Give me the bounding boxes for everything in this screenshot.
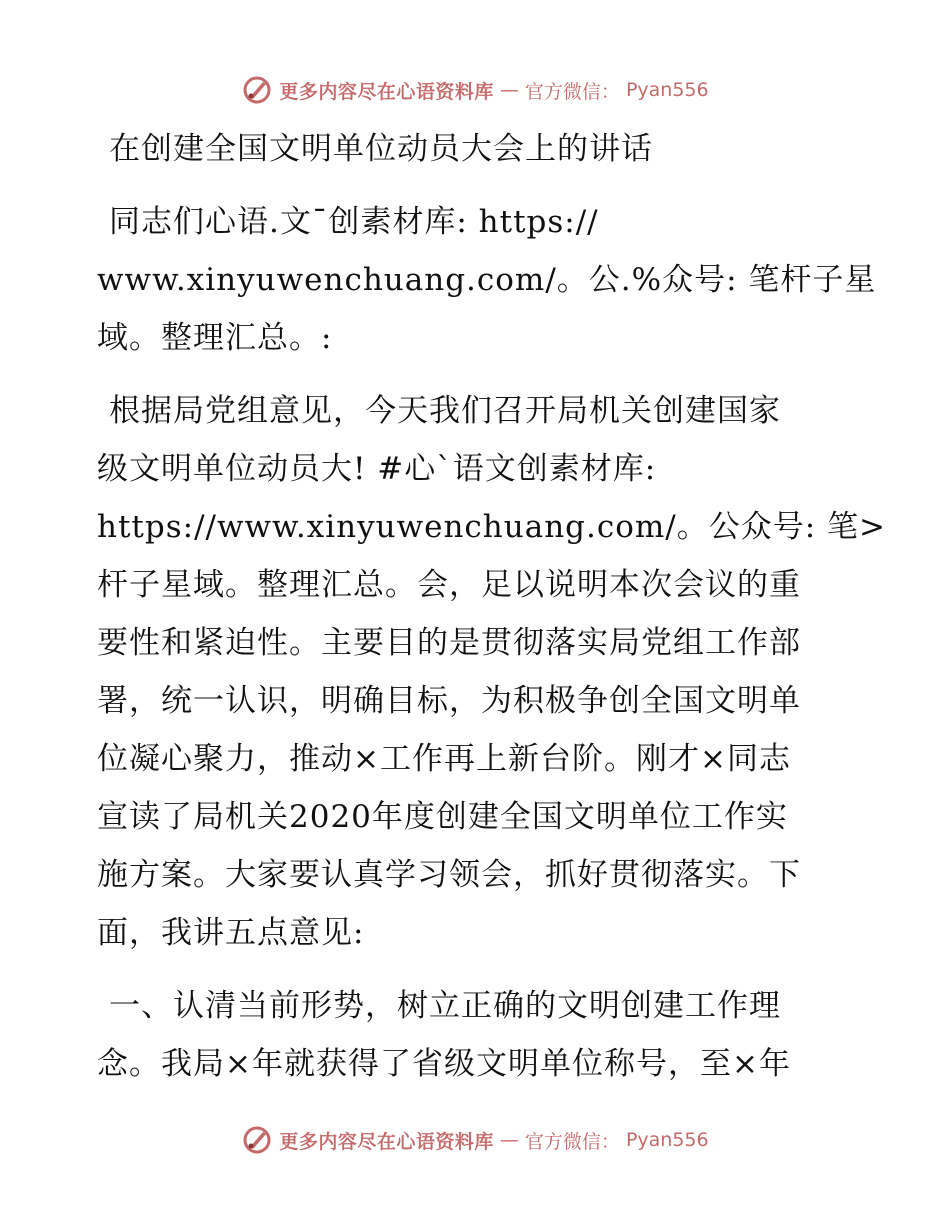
paragraph-line: 同志们心语.文¯创素材库: https:// <box>109 204 599 240</box>
paragraph-line: 级文明单位动员大! #心`语文创素材库: <box>97 451 657 487</box>
paragraph-line: 施方案。大家要认真学习领会，抓好贯彻落实。下 <box>97 857 801 893</box>
paragraph-line: 面，我讲五点意见: <box>97 915 365 951</box>
paragraph-line: 要性和紧迫性。主要目的是贯彻落实局党组工作部 <box>97 625 801 661</box>
footer-watermark <box>0 1120 950 1160</box>
watermark-text: 更多内容尽在心语资料库 <box>279 80 494 103</box>
paragraph-line: 杆子星域。整理汇总。会，足以说明本次会议的重 <box>97 567 801 603</box>
watermark-contact-label: 官方微信： <box>524 1130 620 1153</box>
paragraph-line: 位凝心聚力，推动×工作再上新台阶。刚才×同志 <box>97 741 791 777</box>
paragraph-section-one <box>97 977 857 1093</box>
watermark-text: 更多内容尽在心语资料库 <box>279 1130 494 1153</box>
document-body <box>97 120 887 1093</box>
paragraph-intro <box>97 382 887 962</box>
document-title: 在创建全国文明单位动员大会上的讲话 <box>109 131 653 167</box>
paragraph-line: 一、认清当前形势，树立正确的文明创建工作理 <box>109 988 781 1024</box>
brush-circle-icon <box>241 74 273 106</box>
paragraph-line: 根据局党组意见，今天我们召开局机关创建国家 <box>109 393 781 429</box>
paragraph-line: www.xinyuwenchuang.com/。公.%众号: 笔杆子星 <box>97 262 877 298</box>
paragraph-line: 念。我局×年就获得了省级文明单位称号，至×年 <box>97 1046 791 1082</box>
brush-circle-icon <box>241 1124 273 1156</box>
paragraph-line: 宣读了局机关2020年度创建全国文明单位工作实 <box>97 799 788 835</box>
watermark-separator: — <box>499 1129 519 1151</box>
paragraph-greeting <box>97 193 877 367</box>
paragraph-line: 署，统一认识，明确目标，为积极争创全国文明单 <box>97 683 801 719</box>
watermark-separator: — <box>499 79 519 101</box>
watermark-contact-id: Pyan556 <box>625 1129 709 1151</box>
paragraph-line: https://www.xinyuwenchuang.com/。公众号: 笔> <box>97 509 887 545</box>
header-watermark <box>0 70 950 110</box>
watermark-contact-label: 官方微信： <box>524 80 620 103</box>
watermark-contact-id: Pyan556 <box>625 79 709 101</box>
paragraph-line: 域。整理汇总。: <box>97 320 333 356</box>
